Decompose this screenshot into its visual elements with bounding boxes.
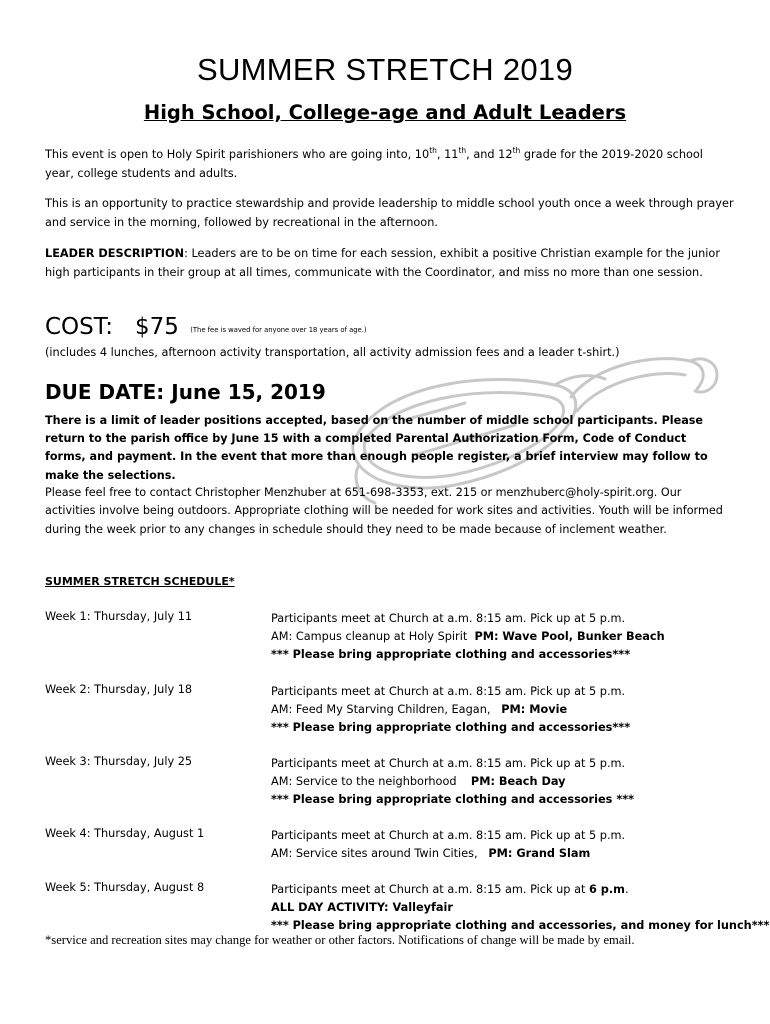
week-3-details: Participants meet at Church at a.m. 8:15 am. Pick up at 5 p.m. AM: Service to the neighborhood PM: Beach Day *** Please bring appropriate clothing and accessories *** (271, 757, 635, 807)
week-2-details: Participants meet at Church at a.m. 8:15 am. Pick up at 5 p.m. AM: Feed My Starving Children, Eagan, PM: Movie *** Please bring appropriate clothing and accessories*** (271, 685, 631, 735)
cost-line (45, 314, 367, 340)
week-4-label: Week 4: Thursday, August 1 (45, 827, 205, 840)
leader-description-paragraph: LEADER DESCRIPTION: Leaders are to be on time for each session, exhibit a positive Christian example for the junior high participants in their group at all times, communicate with the Coordinator, and miss no more than one session. (45, 247, 720, 279)
contact-paragraph: Please feel free to contact Christopher Menzhuber at 651-698-3353, ext. 215 or menzhuberc@holy-spirit.org. Our activities involve being outdoors. Appropriate clothing will be needed for work sites and activities. Youth will be informed during the week prior to any changes in schedule should they need to be made because of inclement weather. (45, 486, 723, 536)
cost-note: (The fee is waved for anyone over 18 years of age.) (190, 326, 367, 334)
week-4-details: Participants meet at Church at a.m. 8:15 am. Pick up at 5 p.m. AM: Service sites around Twin Cities, PM: Grand Slam (271, 829, 626, 861)
intro-paragraph: This event is open to Holy Spirit parishioners who are going into, 10th, 11th, and 12th grade for the 2019-2020 school year, college students and adults. (45, 146, 703, 180)
week-1-label: Week 1: Thursday, July 11 (45, 610, 193, 623)
cost-amount: $75 (134, 314, 179, 340)
due-date-heading: DUE DATE: June 15, 2019 (45, 380, 326, 404)
page-subtitle: High School, College-age and Adult Leaders (143, 101, 627, 124)
week-5-label: Week 5: Thursday, August 8 (45, 881, 205, 894)
week-3-label: Week 3: Thursday, July 25 (45, 755, 193, 768)
opportunity-paragraph: This is an opportunity to practice stewardship and provide leadership to middle school youth once a week through prayer and service in the morning, followed by recreational in the afternoon. (45, 197, 734, 229)
cost-label: COST: (45, 314, 114, 340)
week-2-label: Week 2: Thursday, July 18 (45, 683, 193, 696)
footnote: *service and recreation sites may change for weather or other factors. Notifications of change will be made by email. (45, 933, 635, 947)
page-title: SUMMER STRETCH 2019 (196, 52, 574, 87)
week-1-details: Participants meet at Church at a.m. 8:15 am. Pick up at 5 p.m. AM: Campus cleanup at Holy Spirit PM: Wave Pool, Bunker Beach *** Please bring appropriate clothing and accessories*** (271, 612, 665, 662)
cost-includes: (includes 4 lunches, afternoon activity transportation, all activity admission fees and a leader t-shirt.) (45, 346, 620, 359)
notice-paragraph: There is a limit of leader positions accepted, based on the number of middle school participants. Please return to the parish office by June 15 with a completed Parental Authorization Form, Code of Conduct forms, and payment. In the event that more than enough people register, a brief interview may follow to make the selections. (45, 414, 708, 482)
schedule-heading: SUMMER STRETCH SCHEDULE* (45, 575, 235, 588)
week-5-details: Participants meet at Church at a.m. 8:15 am. Pick up at 6 p.m. ALL DAY ACTIVITY: Valleyfair *** Please bring appropriate clothing and accessories, and money for lunch*** (271, 883, 770, 933)
leader-description-label: LEADER DESCRIPTION (45, 247, 185, 260)
